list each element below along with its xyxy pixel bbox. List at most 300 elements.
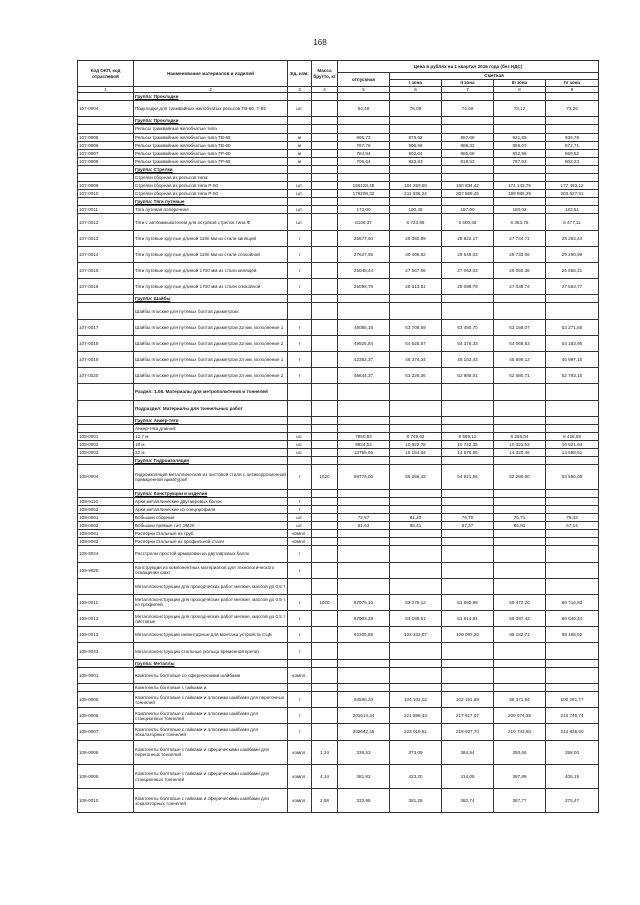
row-zone-1-price: 875,62 [390,133,442,141]
row-name: Подраздел: Материалы для тоннельных работ [134,400,288,416]
row-release-price: 696,73 [338,133,390,141]
row-zone-1-price [390,198,442,206]
row-unit: шт. [288,101,312,117]
table-row [78,522,599,530]
row-zone-3-price: 76,71 [494,513,546,521]
row-zone-4-price: 203 627,91 [546,190,599,198]
row-code [78,125,134,133]
row-zone-4-price [546,117,599,125]
header-release: отпускная [338,73,390,87]
row-zone-3-price: 53 158,07 [494,319,546,335]
row-code: 107-0004 [78,101,134,117]
row-mass [312,93,338,101]
row-name: Группа: Металлы [134,659,288,667]
row-code: 107-0014 [78,246,134,262]
column-number: 5 [338,87,390,93]
row-release-price: 49085,16 [338,319,390,335]
row-zone-3-price [494,562,546,578]
row-zone-4-price [546,93,599,101]
row-zone-3-price [494,198,546,206]
column-number: 4 [312,87,338,93]
row-zone-1-price: 30 406,82 [390,246,442,262]
row-zone-3-price: 852,96 [494,149,546,157]
row-unit [288,457,312,465]
row-zone-3-price: 28 733,06 [494,246,546,262]
row-zone-3-price: 45 899,12 [494,352,546,368]
row-name: Рельсы трамвайные желобчатые типа ТВ-60 [134,141,288,149]
row-code: 108-0062 [78,522,134,530]
row-zone-2-price: 957,68 [442,133,494,141]
row-unit: т [288,611,312,627]
row-mass [312,352,338,368]
row-zone-4-price: 183,51 [546,206,599,214]
row-unit: т [288,352,312,368]
row-zone-4-price: 67,14 [546,522,599,530]
row-mass [312,246,338,262]
row-release-price: 25048,44 [338,263,390,279]
row-zone-3-price: 350,66 [494,740,546,764]
row-zone-3-price: 96 182,71 [494,627,546,643]
header-zone-3: III зона [494,80,546,87]
row-release-price: 767,76 [338,141,390,149]
row-code [78,117,134,125]
row-zone-4-price: 869,52 [546,149,599,157]
row-zone-2-price: 28 822,17 [442,230,494,246]
row-zone-2-price [442,165,494,173]
row-code [78,489,134,497]
row-zone-2-price: 46 163,43 [442,352,494,368]
row-code: 108-9110 [78,497,134,505]
table-row [78,594,599,610]
row-zone-4-price [546,303,599,319]
row-zone-2-price [442,667,494,683]
row-code [78,165,134,173]
page-number: 168 [313,38,327,47]
row-code [78,683,134,691]
row-zone-4-price: 60 716,83 [546,594,599,610]
row-code [78,424,134,432]
row-name: Арки металлические двутавровых балок [134,497,288,505]
table-row [78,416,599,424]
row-zone-2-price: 53 480,70 [442,319,494,335]
column-number: 3 [288,87,312,93]
row-zone-4-price [546,457,599,465]
row-zone-3-price: 27 744,71 [494,230,546,246]
row-zone-1-price [390,400,442,416]
row-zone-4-price [546,497,599,505]
row-zone-4-price: 8 428,59 [546,432,599,440]
row-code: 108-0001 [78,432,134,440]
row-zone-4-price: 6 477,11 [546,214,599,230]
row-zone-4-price: 358,00 [546,740,599,764]
row-release-price [338,538,390,546]
table-row [78,449,599,457]
row-unit: т [288,279,312,295]
row-zone-3-price [494,530,546,538]
row-zone-3-price: 6 353,75 [494,214,546,230]
row-zone-1-price [390,538,442,546]
row-zone-2-price [442,683,494,691]
row-zone-1-price: 6 723,88 [390,214,442,230]
row-zone-3-price [494,416,546,424]
table-row [78,141,599,149]
row-name: Раздел: 1.08. Материалы для метрополитенов и тоннелей [134,384,288,400]
row-zone-2-price: 79,70 [442,513,494,521]
row-name: Рельсы трамвайные желобчатые типа ТР-60 [134,149,288,157]
row-mass [312,627,338,643]
row-name: Тяги путевые круглые длиной 1700 мм из стали спокойной [134,279,288,295]
table-row [78,457,599,465]
row-zone-4-price [546,505,599,513]
row-zone-3-price: 52 680,71 [494,368,546,384]
row-code: 107-0009 [78,182,134,190]
row-zone-4-price: 27 563,77 [546,279,599,295]
row-mass [312,522,338,530]
row-release-price: 42362,37 [338,352,390,368]
row-unit: шт. [288,449,312,457]
row-zone-3-price: 59 397,43 [494,611,546,627]
row-zone-3-price: 10 321,53 [494,441,546,449]
header-price: Цена в рублях на 1 квартал 2016 года (без НДС) [338,61,599,73]
row-release-price [338,416,390,424]
row-name: 22 м [134,449,288,457]
row-mass [312,538,338,546]
row-zone-4-price: 177 493,12 [546,182,599,190]
row-mass [312,424,338,432]
row-zone-4-price [546,643,599,659]
row-unit: т [288,594,312,610]
row-mass: 1020 [312,594,338,610]
row-name: Стрелки сборная из рельсов типа Р-50 [134,190,288,198]
row-zone-2-price [442,303,494,319]
table-row [78,424,599,432]
row-name: Комплекты болтовые со сферическими шайбами [134,667,288,683]
row-zone-2-price: 14 876,55 [442,449,494,457]
header-zone-4: IV зона [546,80,599,87]
row-zone-2-price: 10 722,35 [442,441,494,449]
row-code: 107-0006 [78,141,134,149]
row-zone-3-price: 8 268,04 [494,432,546,440]
row-unit: шт. [288,182,312,190]
row-name: Арки металлические из спецпрофиля [134,505,288,513]
row-zone-4-price [546,578,599,594]
row-name: Бобышки прямые тип ЭМ20 [134,522,288,530]
row-mass [312,692,338,708]
row-mass [312,505,338,513]
row-zone-4-price: 14 598,51 [546,449,599,457]
row-zone-2-price [442,424,494,432]
row-zone-4-price [546,198,599,206]
row-zone-4-price [546,416,599,424]
row-code [78,578,134,594]
row-name: Распорки стальные из труб [134,530,288,538]
row-mass [312,319,338,335]
row-release-price: 26677,60 [338,230,390,246]
row-code: 107-0011 [78,206,134,214]
table-row [78,335,599,351]
row-mass [312,173,338,181]
row-code: 107-0018 [78,335,134,351]
row-name: Шайбы плоские для путевых болтов диаметром 24 мм, исполнение 2 [134,368,288,384]
row-zone-4-price [546,295,599,303]
row-zone-2-price: 61 892,68 [442,594,494,610]
row-code: 108-0010 [78,789,134,813]
row-code: 108-0002 [78,441,134,449]
row-zone-4-price: 29 290,99 [546,246,599,262]
row-release-price: 48644,37 [338,368,390,384]
row-zone-4-price [546,546,599,562]
row-name: Металлоконструкции стальные (кольца временной крепи) [134,643,288,659]
row-release-price [338,303,390,319]
row-zone-4-price: 52 793,10 [546,368,599,384]
table-row [78,319,599,335]
row-zone-2-price [442,125,494,133]
row-zone-1-price [390,416,442,424]
row-zone-2-price: 187,00 [442,206,494,214]
row-zone-2-price: 54 376,33 [442,335,494,351]
row-mass [312,141,338,149]
row-name: Тяги с автозамыкателем для остряков стрелок типа Ф [134,214,288,230]
table-row [78,708,599,724]
row-zone-3-price [494,303,546,319]
row-zone-1-price: 28 613,81 [390,279,442,295]
row-unit: компл. [288,667,312,683]
table-row [78,659,599,667]
row-unit: т [288,497,312,505]
row-zone-4-price: 60 640,44 [546,611,599,627]
row-code: 107-0016 [78,279,134,295]
header-unit: Ед. изм. [288,61,312,87]
row-mass [312,724,338,740]
row-mass [312,117,338,125]
row-zone-2-price: 6 600,46 [442,214,494,230]
row-zone-1-price: 63 195,51 [390,611,442,627]
row-zone-1-price: 8 749,62 [390,432,442,440]
row-unit [288,303,312,319]
row-zone-4-price [546,125,599,133]
table-row [78,627,599,643]
row-zone-2-price [442,400,494,416]
row-zone-3-price: 180,02 [494,206,546,214]
row-mass [312,198,338,206]
row-unit: компл. [288,764,312,788]
row-zone-4-price: 78,43 [546,513,599,521]
row-zone-2-price: 52 985,01 [442,368,494,384]
row-name: Комплекты болтовые с гайками и сферическими шайбами для эскалаторных тоннелей [134,789,288,813]
row-release-price [338,384,390,400]
table-row [78,165,599,173]
row-zone-1-price: 27 567,66 [390,263,442,279]
table-row [78,352,599,368]
row-zone-1-price: 373,09 [390,740,442,764]
row-mass [312,125,338,133]
row-name: 18 м [134,441,288,449]
row-zone-1-price [390,165,442,173]
row-release-price [338,125,390,133]
row-code: 108-0004 [78,465,134,489]
row-zone-3-price: 397,86 [494,764,546,788]
row-unit: м [288,149,312,157]
row-mass [312,611,338,627]
row-unit: т [288,546,312,562]
row-zone-3-price [494,659,546,667]
row-zone-2-price [442,578,494,594]
row-name: Анкер-тяга длиной: [134,424,288,432]
header-name: Наименование материалов и изделий [134,61,288,87]
row-code: 108-9081 [78,530,134,538]
table-row [78,432,599,440]
row-unit: т [288,708,312,724]
row-zone-1-price: 29 360,69 [390,230,442,246]
row-zone-1-price [390,303,442,319]
row-unit: компл. [288,538,312,546]
row-zone-4-price [546,384,599,400]
row-unit [288,489,312,497]
row-zone-2-price [442,117,494,125]
row-unit: т [288,627,312,643]
row-mass [312,303,338,319]
row-zone-1-price [390,659,442,667]
row-release-price [338,659,390,667]
table-row [78,789,599,813]
row-zone-4-price: 28 283,44 [546,230,599,246]
row-mass [312,667,338,683]
row-zone-2-price: 61 814,81 [442,611,494,627]
row-zone-3-price: 199 886,29 [494,190,546,198]
row-zone-3-price: 856,07 [494,141,546,149]
row-zone-3-price: 66,91 [494,522,546,530]
row-code: 108-9001 [78,667,134,683]
table-row [78,295,599,303]
row-name: Тяги путевые круглые длиной 1700 мм из стали кипящей [134,263,288,279]
row-zone-4-price: 406,19 [546,764,599,788]
row-zone-1-price [390,384,442,400]
table-row [78,157,599,165]
row-zone-2-price [442,489,494,497]
table-row [78,611,599,627]
row-zone-1-price: 10 922,78 [390,441,442,449]
row-name: Комплекты болтовые с гайками и плоскими шайбами для эскалаторных тоннелей [134,724,288,740]
row-zone-4-price [546,400,599,416]
row-zone-3-price [494,117,546,125]
row-zone-3-price [494,457,546,465]
row-unit: шт. [288,190,312,198]
column-number: 6 [390,87,442,93]
row-name: Тяга путевая поперечная [134,206,288,214]
row-release-price [338,578,390,594]
row-unit [288,683,312,691]
row-code: 108-0005 [78,692,134,708]
row-zone-3-price [494,400,546,416]
row-code: 108-9024 [78,546,134,562]
row-name: Гидроизоляция металлическая из листовой стали с антикоррозионной приваренной арматурой [134,465,288,489]
row-zone-2-price: 207 568,45 [442,190,494,198]
row-zone-1-price [390,505,442,513]
row-code: 107-0010 [78,190,134,198]
row-name: Металлоконструкции для проходческих работ мелкие, массой до 0,5 т листовые [134,611,288,627]
row-zone-1-price [390,125,442,133]
row-name: Шайбы плоские для путевых болтов диаметром 22 мм, исполнение 1 [134,319,288,335]
row-mass: 4,14 [312,764,338,788]
row-zone-2-price [442,538,494,546]
row-name: Рельсы трамвайные желобчатые типа ТВ-65 [134,133,288,141]
row-zone-3-price [494,578,546,594]
row-unit: компл. [288,789,312,813]
row-mass [312,530,338,538]
row-zone-1-price: 53 708,59 [390,319,442,335]
row-mass: 1020 [312,465,338,489]
row-unit [288,578,312,594]
row-mass [312,683,338,691]
row-zone-4-price: 375,47 [546,789,599,813]
table-row [78,303,599,319]
row-unit: т [288,319,312,335]
row-code: 108-0061 [78,513,134,521]
row-zone-3-price [494,538,546,546]
row-zone-4-price: 73,26 [546,101,599,117]
row-zone-4-price [546,683,599,691]
row-code [78,384,134,400]
row-name: Комплекты болтовые с гайками и: [134,683,288,691]
row-zone-2-price: 27 062,03 [442,263,494,279]
row-zone-3-price: 921,85 [494,133,546,141]
row-zone-2-price: 886,68 [442,149,494,157]
row-unit: т [288,692,312,708]
row-zone-1-price: 68,41 [390,522,442,530]
row-mass [312,659,338,667]
row-zone-3-price: 367,77 [494,789,546,813]
row-code [78,93,134,101]
row-name: Шайбы плоские для путевых болтов диаметром 24 мм, исполнение 1 [134,352,288,368]
row-zone-4-price: 214 835,60 [546,724,599,740]
row-zone-4-price: 872,71 [546,141,599,149]
row-release-price: 26098,76 [338,279,390,295]
row-code: 108-0011 [78,594,134,610]
row-release-price [338,489,390,497]
row-zone-1-price [390,489,442,497]
row-unit: компл. [288,530,312,538]
row-zone-1-price: 906,98 [390,141,442,149]
row-unit: т [288,505,312,513]
row-name: Шайбы плоские для путевых болтов диаметром 22 мм, исполнение 2 [134,335,288,351]
row-release-price: 72,57 [338,513,390,521]
row-unit: т [288,263,312,279]
row-unit: м [288,157,312,165]
row-release-price [338,546,390,562]
row-code: 108-0006 [78,708,134,724]
table-row [78,173,599,181]
row-zone-3-price: 210 743,50 [494,724,546,740]
row-zone-2-price: 889,32 [442,141,494,149]
table-row [78,465,599,489]
row-zone-1-price [390,643,442,659]
row-unit: т [288,724,312,740]
row-zone-3-price [494,546,546,562]
row-mass [312,400,338,416]
table-row [78,230,599,246]
row-zone-1-price: 102 332,07 [390,627,442,643]
column-number: 9 [546,87,599,93]
price-table [77,60,599,813]
row-mass [312,497,338,505]
row-name: Комплекты болтовые с гайками и сферическими шайбами для перегонных тоннелей [134,740,288,764]
row-release-price: 201614,44 [338,708,390,724]
row-code: 108-0009 [78,764,134,788]
table-row [78,149,599,157]
row-zone-3-price: 174 143,76 [494,182,546,190]
row-zone-1-price: 66 266,42 [390,465,442,489]
column-number: 1 [78,87,134,93]
